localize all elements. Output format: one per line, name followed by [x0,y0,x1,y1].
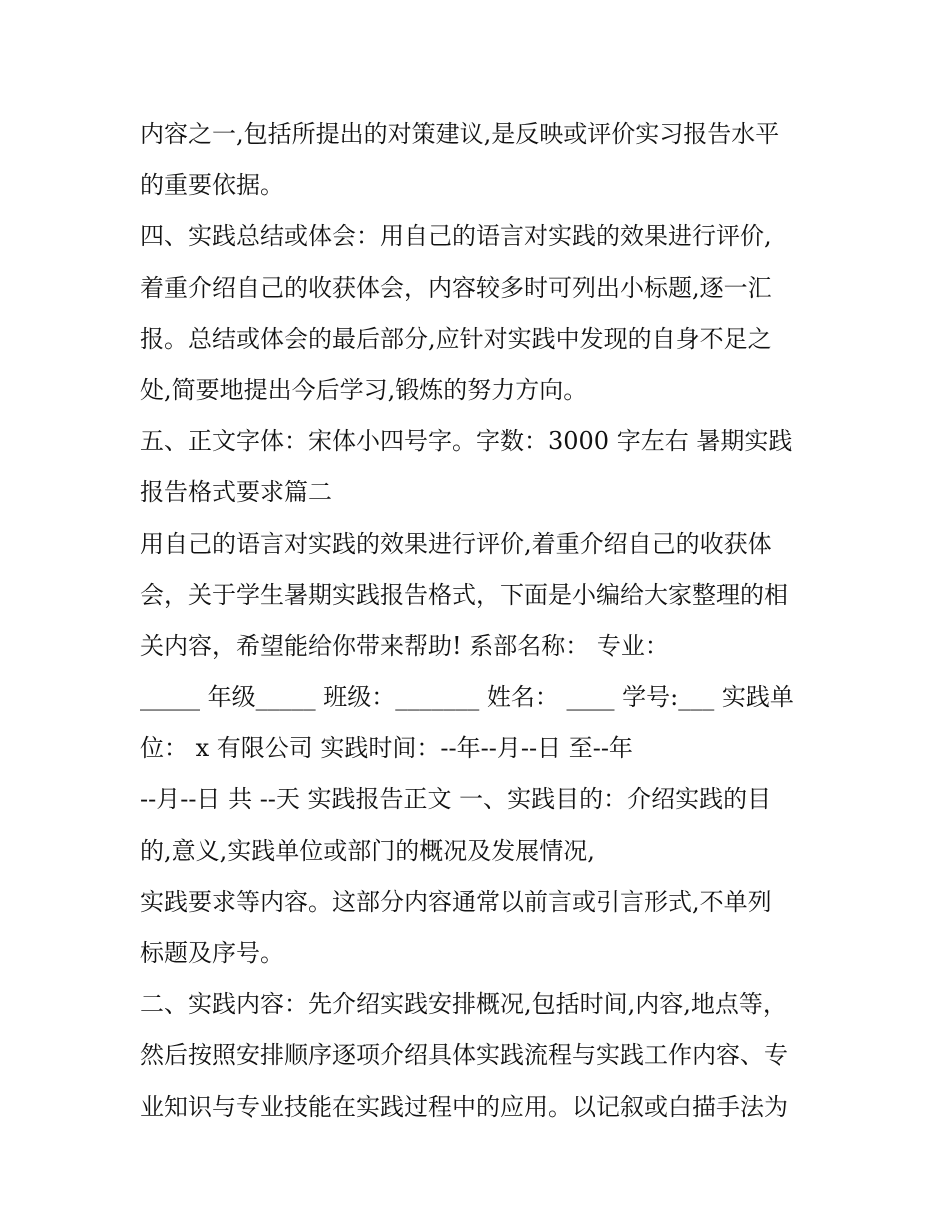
text-line: 四、实践总结或体会：用自己的语言对实践的效果进行评价, [140,222,772,251]
text-line: 处,简要地提出今后学习,锻炼的努力方向。 [140,375,588,404]
text-line: 的,意义,实践单位或部门的概况及发展情况, [140,836,595,865]
text-line: _____ 年级_____ 班级：_______ 姓名： ____ 学号:___ 实践单 [140,683,794,712]
text-line: 着重介绍自己的收获体会，内容较多时可列出小标题,逐一汇 [140,273,772,302]
text-line: 报告格式要求篇二 [140,478,332,507]
body-text [140,109,830,1133]
text-line: 然后按照安排顺序逐项介绍具体实践流程与实践工作内容、专 [140,1041,788,1070]
text-line: 会，关于学生暑期实践报告格式，下面是小编给大家整理的相 [140,580,788,609]
text-line: 关内容，希望能给你带来帮助! 系部名称： 专业： [140,631,669,660]
text-line: 内容之一,包括所提出的对策建议,是反映或评价实习报告水平 [140,120,780,148]
text-line: 用自己的语言对实践的效果进行评价,着重介绍自己的收获体 [140,529,772,558]
text-line: --月--日 共 --天 实践报告正文 一、实践目的：介绍实践的目 [140,785,772,814]
text-line: 的重要依据。 [140,171,284,200]
text-line: 标题及序号。 [140,939,284,967]
text-line: 实践要求等内容。这部分内容通常以前言或引言形式,不单列 [140,887,772,916]
text-line: 业知识与专业技能在实践过程中的应用。以记叙或白描手法为 [140,1092,788,1121]
text-line: 二、实践内容：先介绍实践安排概况,包括时间,内容,地点等， [140,990,787,1019]
text-line: 报。总结或体会的最后部分,应针对实践中发现的自身不足之 [140,324,772,353]
text-line: 位： x 有限公司 实践时间：--年--月--日 至--年 [140,734,633,763]
text-line: 五、正文字体：宋体小四号字。字数：3000 字左右 暑期实践 [140,427,793,456]
